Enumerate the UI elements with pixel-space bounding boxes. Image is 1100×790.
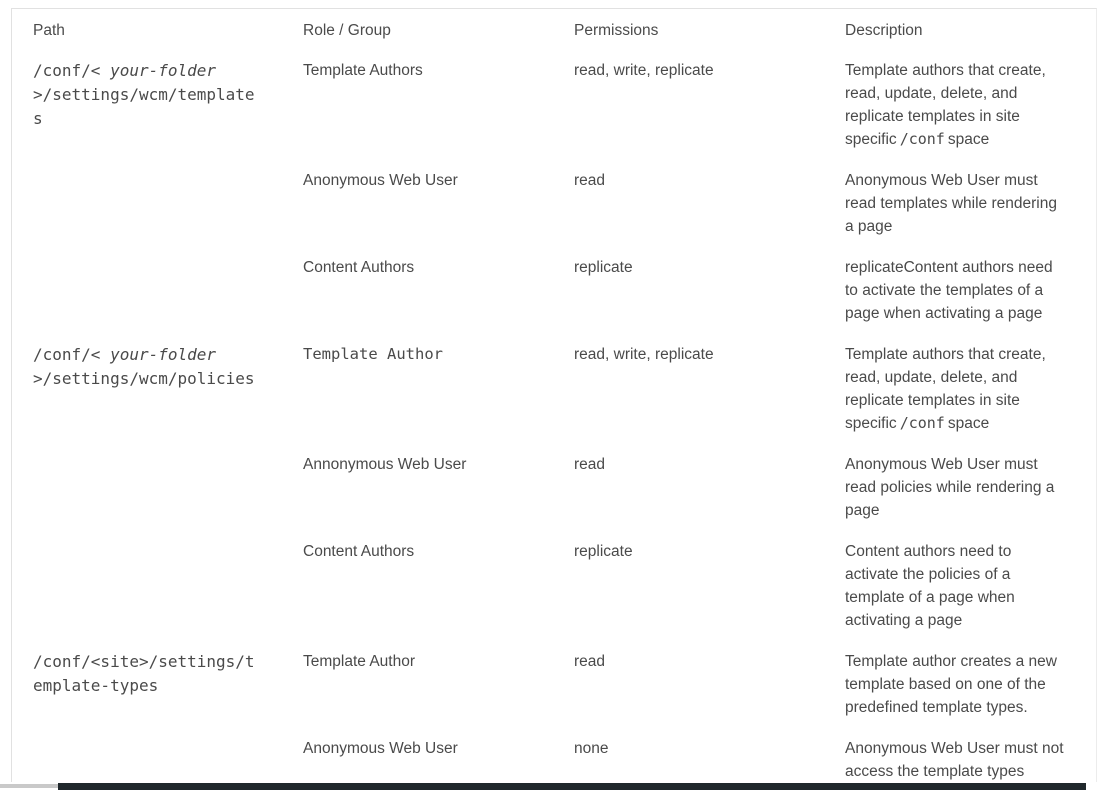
horizontal-scrollbar-thumb[interactable]	[0, 784, 58, 788]
inline-code: /conf	[899, 130, 945, 148]
column-header-role-group: Role / Group	[303, 22, 391, 39]
path-placeholder-text: your-folder	[110, 61, 217, 80]
table-row	[33, 59, 1096, 151]
path-text: >/settings/wcm/policies	[33, 369, 255, 388]
description-cell: Content authors need to activate the policies of a template of a page when activating a page	[845, 543, 1015, 629]
role-cell: Template Author	[303, 653, 416, 670]
description-cell	[845, 343, 1067, 435]
description-cell: Template author creates a new template based on one of the predefined template types.	[845, 653, 1057, 716]
footer-bar	[58, 783, 1086, 790]
path-text: >/settings/wcm/templates	[33, 85, 255, 128]
permissions-cell: replicate	[574, 543, 633, 560]
table-row	[33, 737, 1096, 782]
table-row	[33, 540, 1096, 632]
description-cell: Anonymous Web User must not access the template types	[845, 740, 1064, 780]
role-cell: Annonymous Web User	[303, 456, 467, 473]
column-header-path: Path	[33, 22, 65, 39]
column-header-permissions: Permissions	[574, 22, 659, 39]
description-text: Template authors that create, read, update, delete, and replicate templates in site specific	[845, 62, 1046, 148]
path-placeholder-text: your-folder	[110, 345, 217, 364]
permissions-cell: replicate	[574, 259, 633, 276]
permissions-cell: read	[574, 456, 606, 473]
path-cell	[33, 343, 259, 391]
table-row	[33, 256, 1096, 325]
column-header-description: Description	[845, 22, 923, 39]
path-text: /conf/<	[33, 345, 111, 364]
description-text: space	[947, 415, 990, 432]
table-row	[33, 453, 1096, 522]
description-cell: Anonymous Web User must read policies while rendering a page	[845, 456, 1055, 519]
page-bottom-bar	[0, 782, 1100, 790]
path-cell	[33, 59, 259, 131]
permissions-cell: none	[574, 740, 609, 757]
role-cell: Template Author	[303, 345, 443, 363]
role-cell: Content Authors	[303, 259, 415, 276]
table-row	[33, 343, 1096, 435]
permissions-table	[11, 8, 1097, 782]
inline-code: /conf	[899, 414, 945, 432]
permissions-cell: read	[574, 172, 606, 189]
permissions-cell: read, write, replicate	[574, 346, 714, 363]
description-cell: replicateContent authors need to activate the templates of a page when activating a page	[845, 259, 1053, 322]
role-cell: Anonymous Web User	[303, 740, 458, 757]
role-cell: Anonymous Web User	[303, 172, 458, 189]
footer-right-gap	[1086, 782, 1100, 790]
description-text: Template authors that create, read, update, delete, and replicate templates in site specific	[845, 346, 1046, 432]
path-cell: /conf/<site>/settings/template-types	[33, 652, 255, 695]
table-row	[33, 650, 1096, 719]
permissions-cell: read, write, replicate	[574, 62, 714, 79]
table-header-row	[33, 19, 1096, 42]
role-cell: Template Authors	[303, 62, 423, 79]
permissions-cell: read	[574, 653, 606, 670]
role-cell: Content Authors	[303, 543, 415, 560]
table-row	[33, 169, 1096, 238]
description-cell: Anonymous Web User must read templates while rendering a page	[845, 172, 1057, 235]
path-text: /conf/<	[33, 61, 111, 80]
description-text: space	[947, 131, 990, 148]
description-cell	[845, 59, 1067, 151]
